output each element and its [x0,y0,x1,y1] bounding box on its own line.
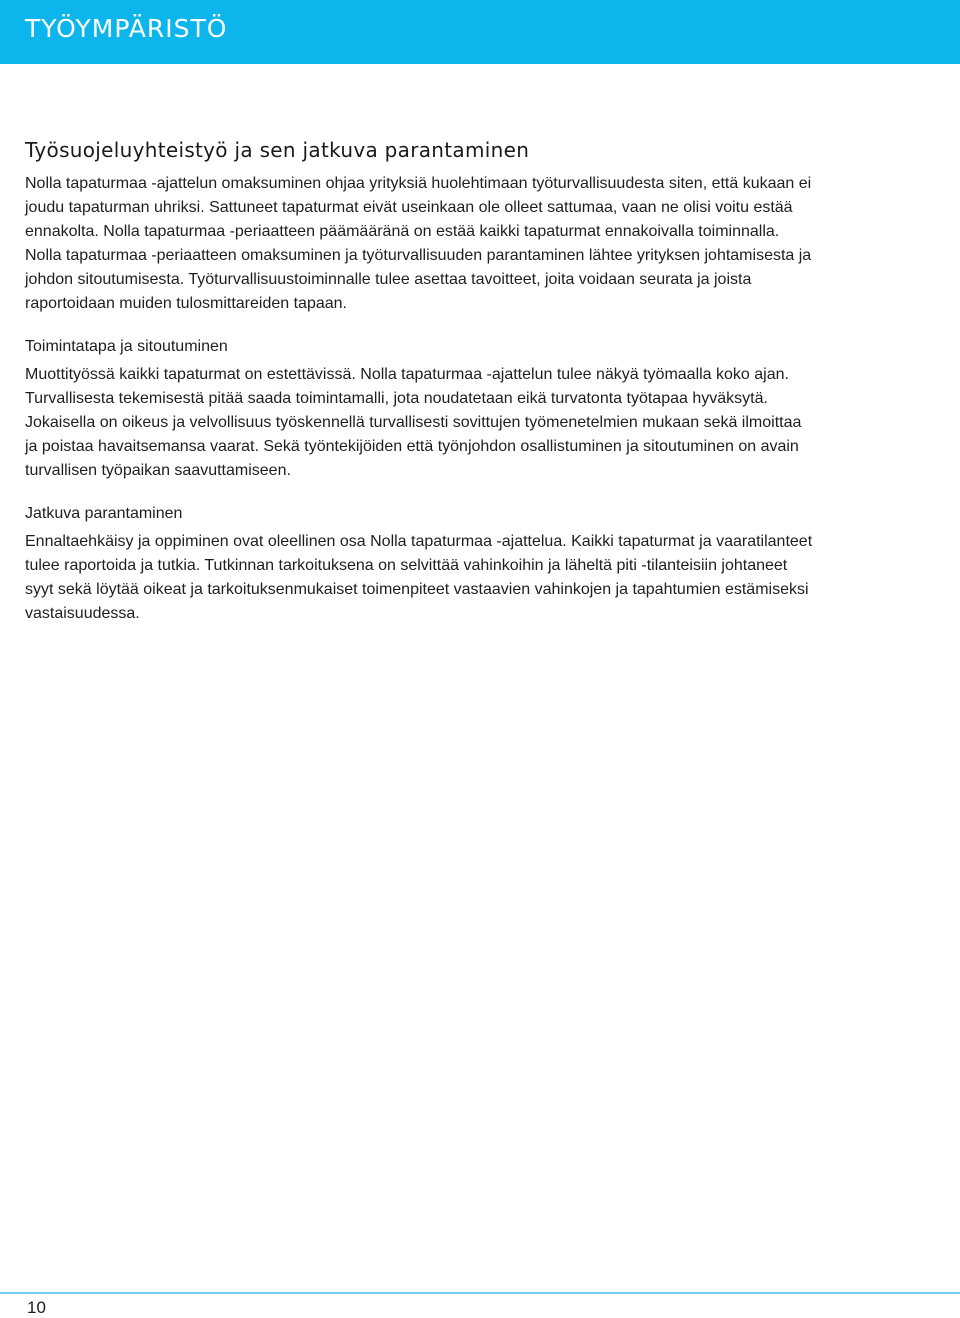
subsection-paragraph-toimintatapa: Muottityössä kaikki tapaturmat on estettävissä. Nolla tapaturmaa -ajattelun tulee näkyä työmaalla koko ajan. Turvallisesta tekemisestä pitää saada toimintamalli, jota noudatetaan eikä turvatonta työtapaa hyväksytä. Jokaisella on oikeus ja velvollisuus työskennellä turvallisesti sovittujen työmenetelmien mukaan sekä ilmoittaa ja poistaa havaitsemansa vaarat. Sekä työntekijöiden että työnjohdon osallistuminen ja sitoutuminen on avain turvallisen työpaikan saavuttamiseen. [25,366,802,479]
subsection-heading-toimintatapa: Toimintatapa ja sitoutuminen [25,338,228,355]
page-number: 10 [27,1298,46,1317]
page-title: TYÖYMPÄRISTÖ [25,14,228,43]
subsection-heading-jatkuva: Jatkuva parantaminen [25,505,183,522]
subsection-paragraph-jatkuva: Ennaltaehkäisy ja oppiminen ovat oleellinen osa Nolla tapaturmaa -ajattelua. Kaikki tapaturmat ja vaaratilanteet tulee raportoida ja tutkia. Tutkinnan tarkoituksena on selvittää vahinkoihin ja läheltä piti -tilanteisiin johtaneet syyt sekä löytää oikeat ja tarkoituksenmukaiset toimenpiteet vastaavien vahinkojen ja tapahtumien estämiseksi vastaisuudessa. [25,533,813,622]
intro-paragraph: Nolla tapaturmaa -ajattelun omaksuminen ohjaa yrityksiä huolehtimaan työturvallisuudesta siten, että kukaan ei joudu tapaturman uhriksi. Sattuneet tapaturmat eivät useinkaan ole olleet sattumaa, vaan ne olisi voitu estää ennakolta. Nolla tapaturmaa -periaatteen päämääränä on estää kaikki tapaturmat ennakoivalla toiminnalla. Nolla tapaturmaa -periaatteen omaksuminen ja työturvallisuuden parantaminen lähtee yrityksen johtamisesta ja johdon sitoutumisesta. Työturvallisuustoiminnalle tulee asettaa tavoitteet, joita voidaan seurata ja joista raportoidaan muiden tulosmittareiden tapaan. [25,175,812,312]
header-band [0,0,960,64]
main-content [25,138,815,626]
section-heading: Työsuojeluyhteistyö ja sen jatkuva parantaminen [25,138,530,162]
footer-divider [0,1292,960,1294]
